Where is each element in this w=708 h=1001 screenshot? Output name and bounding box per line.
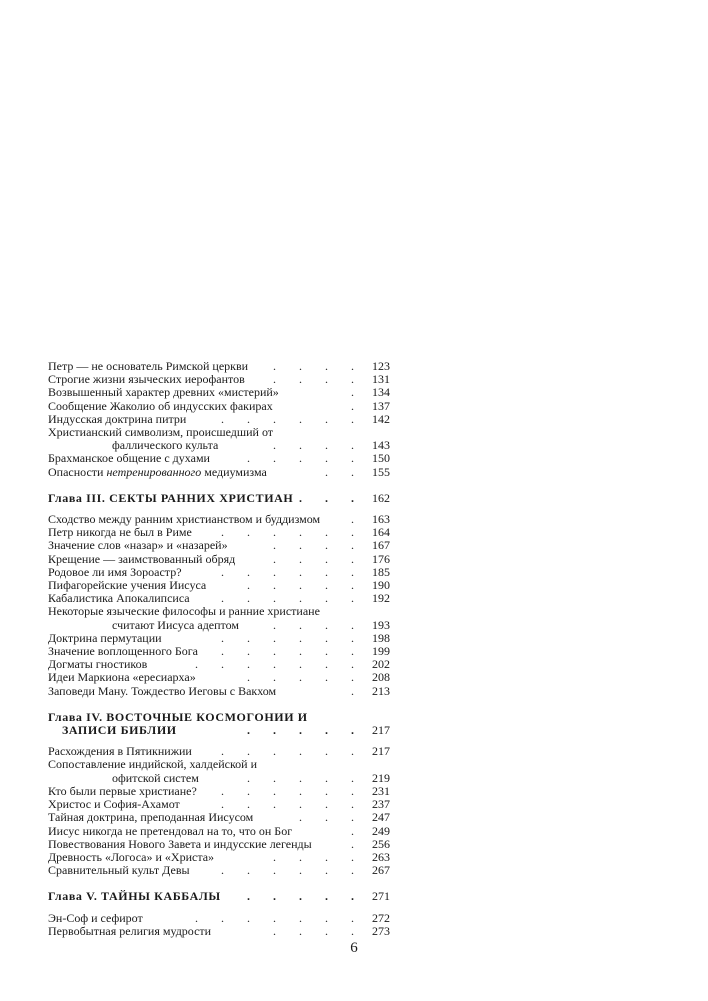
toc-entry: Строгие жизни языческих иерофантов . . . . 131: [48, 372, 390, 387]
toc-entry: Пифагорейские учения Иисуса . . . . . 190: [48, 578, 390, 593]
toc-entry: Эн-Соф и сефирот . . . . . . . 272: [48, 910, 390, 925]
chapter-heading: Глава III. СЕКТЫ РАННИХ ХРИСТИАН . . . 162: [48, 490, 390, 505]
toc-entry: Идеи Маркиона «ересиарха» . . . . . 208: [48, 670, 390, 685]
toc-entry: Древность «Логоса» и «Христа» . . . . 263: [48, 849, 390, 864]
toc-entry: Доктрина пермутации . . . . . . 198: [48, 630, 390, 645]
toc-entry: Заповеди Ману. Тождество Иеговы с Вакхом . 213: [48, 683, 390, 698]
toc-entry: Первобытная религия мудрости . . . . 273: [48, 923, 390, 938]
toc-entry: Тайная доктрина, преподанная Иисусом . . . 247: [48, 810, 390, 825]
toc-entry: Петр — не основатель Римской церкви . . . . 123: [48, 359, 390, 373]
page-number: 6: [350, 940, 358, 956]
toc-entry: Христос и София-Ахамот . . . . . . 237: [48, 797, 390, 812]
toc-entry: Индусская доктрина питри . . . . . . 142: [48, 411, 390, 426]
chapter-heading: Глава V. ТАЙНЫ КАББАЛЫ . . . . . 271: [48, 889, 390, 904]
toc-entry: Возвышенный характер древних «мистерий» . 134: [48, 385, 390, 400]
toc-entry: Кто были первые христиане? . . . . . . 231: [48, 783, 390, 798]
toc-entry: Сопоставление индийской, халдейской и офитской систем . . . . . 219: [48, 757, 390, 785]
toc-entry: Значение слов «назар» и «назарей» . . . . 167: [48, 538, 390, 553]
toc-entry: Брахманское общение с духами . . . . . 150: [48, 451, 390, 466]
toc-entry: Значение воплощенного Бога . . . . . . 199: [48, 644, 390, 659]
toc-entry: Сравнительный культ Девы . . . . . . 267: [48, 863, 390, 878]
chapter-heading: Глава IV. ВОСТОЧНЫЕ КОСМОГОНИИ И ЗАПИСИ БИБЛИИ . . . . . 217: [48, 709, 390, 738]
toc-entry: Крещение — заимствованный обряд . . . . 176: [48, 551, 390, 566]
toc-entry: Опасности нетренированного медиумизма . . 155: [48, 464, 390, 479]
toc-entry: Расхождения в Пятикнижии . . . . . . 217: [48, 744, 390, 759]
toc-entry: Некоторые языческие философы и ранние христиане считают Иисуса адептом . . . . 193: [48, 604, 390, 632]
toc-entry: Кабалистика Апокалипсиса . . . . . . 192: [48, 591, 390, 606]
toc-entry: Петр никогда не был в Риме . . . . . . 164: [48, 525, 390, 540]
toc-entry: Повествования Нового Завета и индусские легенды . 256: [48, 836, 390, 851]
toc-entry: Сходство между ранним христианством и буддизмом . 163: [48, 512, 390, 527]
toc-entry: Догматы гностиков . . . . . . . 202: [48, 657, 390, 672]
table-of-contents: [48, 360, 390, 938]
toc-entry: Иисус никогда не претендовал на то, что он Бог . 249: [48, 823, 390, 838]
toc-entry: Христианский символизм, происшедший от фаллического культа . . . . 143: [48, 425, 390, 453]
toc-entry: Сообщение Жаколио об индусских факирах . 137: [48, 398, 390, 413]
toc-entry: Родовое ли имя Зороастр? . . . . . . 185: [48, 564, 390, 579]
